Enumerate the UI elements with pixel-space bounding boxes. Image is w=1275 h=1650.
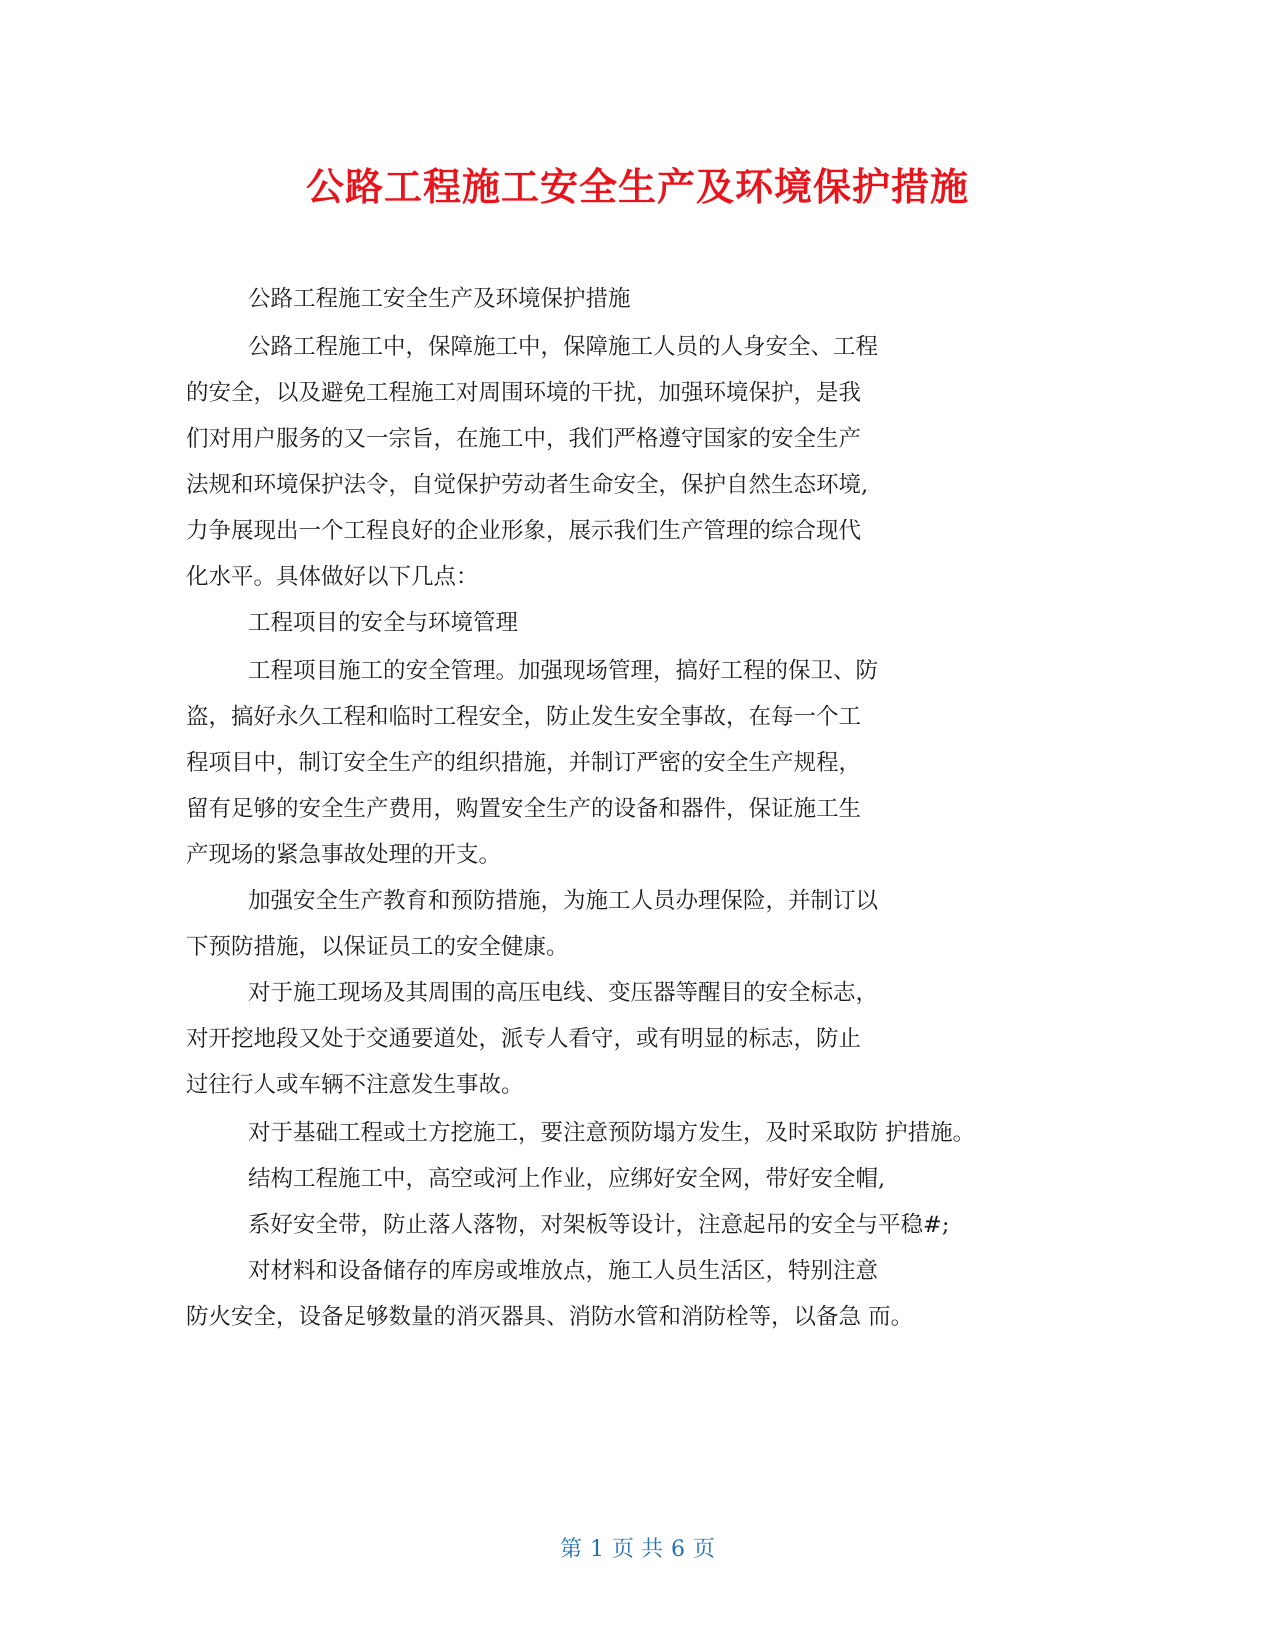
body-line: 化水平。具体做好以下几点：: [186, 564, 479, 590]
body-line: 下预防措施，以保证员工的安全健康。: [186, 934, 569, 960]
body-line: 公路工程施工中，保障施工中，保障施工人员的人身安全、工程: [248, 334, 879, 360]
body-line: 对材料和设备储存的库房或堆放点，施工人员生活区，特别注意: [248, 1258, 879, 1284]
body-line: 的安全，以及避免工程施工对周围环境的干扰，加强环境保护，是我: [186, 380, 862, 406]
total-pages-number: 6: [671, 1537, 685, 1562]
body-line: 产现场的紧急事故处理的开支。: [186, 842, 502, 868]
current-page-number: 1: [590, 1537, 604, 1562]
body-line: 留有足够的安全生产费用，购置安全生产的设备和器件，保证施工生: [186, 796, 862, 822]
body-line: 程项目中，制订安全生产的组织措施，并制订严密的安全生产规程，: [186, 750, 862, 776]
section-heading: 工程项目的安全与环境管理: [248, 610, 519, 636]
body-line: 工程项目施工的安全管理。加强现场管理，搞好工程的保卫、防: [248, 658, 879, 684]
body-line: 加强安全生产教育和预防措施，为施工人员办理保险，并制订以: [248, 888, 879, 914]
footer-suffix: 页: [693, 1537, 716, 1562]
footer-prefix: 第: [559, 1537, 582, 1562]
body-line: 防火安全，设备足够数量的消灭器具、消防水管和消防栓等，以备急 而。: [186, 1304, 914, 1330]
footer-middle: 页 共: [612, 1537, 663, 1562]
body-line: 盗，搞好永久工程和临时工程安全，防止发生安全事故，在每一个工: [186, 704, 862, 730]
body-line: 系好安全带，防止落人落物，对架板等设计，注意起吊的安全与平稳#;: [248, 1212, 950, 1238]
body-line: 对于施工现场及其周围的高压电线、变压器等醒目的安全标志，: [248, 980, 879, 1006]
body-line: 结构工程施工中，高空或河上作业，应绑好安全网，带好安全帽,: [248, 1166, 886, 1192]
body-line: 对于基础工程或土方挖施工，要注意预防塌方发生，及时采取防 护措施。: [248, 1120, 976, 1146]
body-line: 过往行人或车辆不注意发生事故。: [186, 1072, 524, 1098]
page-footer: [0, 1535, 1275, 1565]
document-title: 公路工程施工安全生产及环境保护措施: [305, 165, 969, 209]
body-line: 法规和环境保护法令，自觉保护劳动者生命安全，保护自然生态环境,: [186, 472, 869, 498]
body-line: 力争展现出一个工程良好的企业形象，展示我们生产管理的综合现代: [186, 518, 862, 544]
body-line: 们对用户服务的又一宗旨，在施工中，我们严格遵守国家的安全生产: [186, 426, 862, 452]
body-line: 对开挖地段又处于交通要道处，派专人看守，或有明显的标志，防止: [186, 1026, 862, 1052]
body-line-subtitle: 公路工程施工安全生产及环境保护措施: [248, 286, 631, 312]
